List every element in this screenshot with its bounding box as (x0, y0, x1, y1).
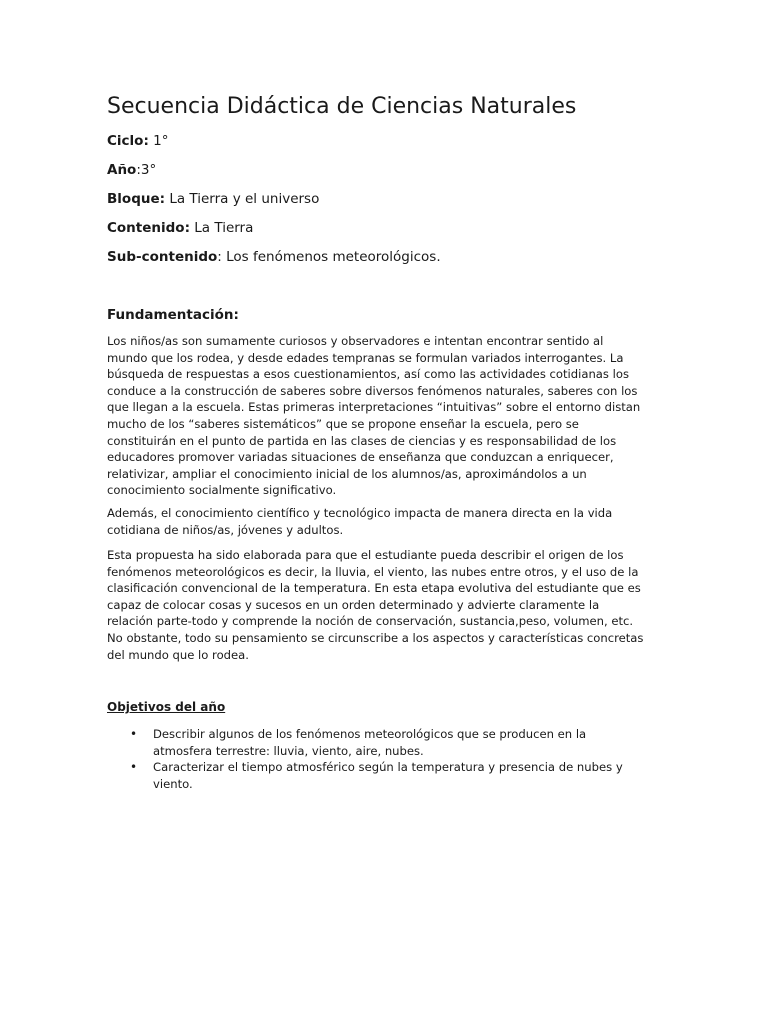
bullet-icon: • (130, 727, 138, 741)
list-item-line: atmosfera terrestre: lluvia, viento, aire, nubes. (153, 743, 424, 758)
list-item-line: viento. (153, 776, 193, 791)
paragraph-3 (107, 547, 644, 663)
meta-value: 1° (148, 133, 169, 149)
paragraph-line: educadores promover variadas situaciones de enseñanza que conduzcan a enriquecer, (107, 450, 614, 465)
list-item (107, 726, 647, 759)
bullet-icon: • (130, 760, 138, 775)
meta-value: La Tierra y el universo (165, 191, 320, 207)
list-item-line: Caracterizar el tiempo atmosférico según la temperatura y presencia de nubes y (153, 760, 623, 775)
paragraph-line: No obstante, todo su pensamiento se circunscribe a los aspectos y características concretas (107, 630, 644, 645)
paragraph-line: Los niños/as son sumamente curiosos y observadores e intentan encontrar sentido al (107, 334, 604, 348)
meta-subcontenido (107, 248, 441, 266)
objetivos-heading: Objetivos del año (107, 700, 226, 714)
paragraph-line: capaz de colocar cosas y sucesos en un orden determinado y advierte claramente la (107, 597, 600, 612)
document-title: Secuencia Didáctica de Ciencias Naturales (107, 94, 577, 119)
paragraph-line: Esta propuesta ha sido elaborada para que el estudiante pueda describir el origen de los (107, 548, 624, 562)
paragraph-line: constituirán en el punto de partida en las clases de ciencias y es responsabilidad de los (107, 433, 617, 448)
meta-ciclo (107, 132, 168, 150)
meta-label: Bloque: (107, 191, 166, 207)
meta-value: La Tierra (189, 220, 254, 236)
paragraph-line: Además, el conocimiento científico y tecnológico impacta de manera directa en la vida (107, 506, 613, 520)
paragraph-2 (107, 505, 637, 538)
paragraph-line: búsqueda de respuestas a esos cuestionamientos, así como las actividades cotidianas los (107, 367, 629, 382)
meta-value: : Los fenómenos meteorológicos. (217, 249, 441, 265)
paragraph-line: que llegan a la escuela. Estas primeras interpretaciones “intuitivas” sobre el entorno distan (107, 400, 641, 415)
meta-value: :3° (136, 162, 157, 178)
paragraph-line: mucho de los “saberes sistemáticos” que se propone enseñar la escuela, pero se (107, 416, 579, 431)
meta-label: Sub-contenido (107, 249, 218, 265)
paragraph-line: cotidiana de niños/as, jóvenes y adultos. (107, 522, 344, 537)
paragraph-line: clasificación convencional de la temperatura. En esta etapa evolutiva del estudiante que es (107, 581, 641, 596)
list-item (107, 759, 647, 792)
objetivos-list (107, 726, 647, 792)
meta-anio (107, 161, 156, 179)
paragraph-line: relación parte-todo y comprende la noción de conservación, sustancia,peso, volumen, etc. (107, 614, 634, 629)
meta-contenido (107, 219, 253, 237)
paragraph-line: conduce a la construcción de saberes sobre diversos fenómenos naturales, saberes con los (107, 383, 638, 398)
paragraph-1 (107, 333, 641, 499)
paragraph-line: del mundo que lo rodea. (107, 647, 249, 662)
paragraph-line: mundo que los rodea, y desde edades tempranas se formulan variados interrogantes. La (107, 350, 624, 365)
fundamentacion-heading: Fundamentación: (107, 307, 239, 323)
list-item-line: Describir algunos de los fenómenos meteorológicos que se producen en la (153, 727, 587, 741)
meta-bloque (107, 190, 319, 208)
paragraph-line: conocimiento socialmente significativo. (107, 483, 337, 498)
meta-label: Ciclo: (107, 133, 149, 149)
meta-label: Contenido: (107, 220, 190, 236)
meta-label: Año (107, 162, 137, 178)
paragraph-line: fenómenos meteorológicos es decir, la lluvia, el viento, las nubes entre otros, y el uso de la (107, 564, 639, 579)
paragraph-line: relativizar, ampliar el conocimiento inicial de los alumnos/as, aproximándolos a un (107, 466, 587, 481)
